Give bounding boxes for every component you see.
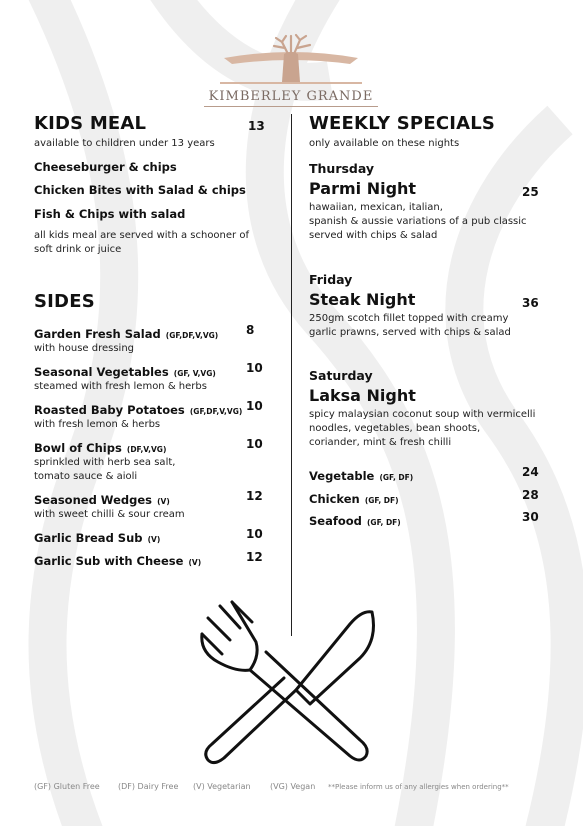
thursday-label: Thursday xyxy=(309,161,375,176)
kids-item: Chicken Bites with Salad & chips xyxy=(34,183,246,197)
footer-vegetarian: (V) Vegetarian xyxy=(193,782,251,791)
side-item-tag: (V) xyxy=(157,497,170,506)
side-item-price: 12 xyxy=(246,550,263,564)
laksa-option-price: 24 xyxy=(522,465,539,479)
side-item-tag: (V) xyxy=(188,558,202,567)
desc-line: spicy malaysian coconut soup with vermicelli xyxy=(309,409,536,420)
laksa-option xyxy=(309,510,539,529)
side-item-name: Bowl of Chips xyxy=(34,441,122,455)
side-item-desc: with fresh lemon & herbs xyxy=(34,419,161,430)
laksa-night-desc xyxy=(309,408,535,450)
laksa-option-name: Vegetable xyxy=(309,469,375,483)
column-divider xyxy=(291,114,292,636)
side-item xyxy=(34,323,262,356)
side-item xyxy=(34,361,262,394)
laksa-option xyxy=(309,488,539,507)
side-item-price: 10 xyxy=(246,399,263,413)
side-item-price: 10 xyxy=(246,437,263,451)
side-item-price: 8 xyxy=(246,323,255,337)
kids-meal-note xyxy=(34,229,249,257)
side-item-price: 10 xyxy=(246,527,263,541)
logo-text: KIMBERLEY GRANDE xyxy=(208,89,374,104)
side-item xyxy=(34,527,262,546)
logo xyxy=(200,32,382,108)
side-item-tag: (DF,V,VG) xyxy=(126,445,167,454)
side-item-name: Garlic Bread Sub xyxy=(34,531,143,545)
kids-note-line: all kids meal are served with a schooner of xyxy=(34,230,249,241)
laksa-option xyxy=(309,465,539,484)
side-item-name: Seasonal Vegetables xyxy=(34,365,169,379)
side-item-price: 10 xyxy=(246,361,263,375)
laksa-option-name: Seafood xyxy=(309,514,362,528)
side-item xyxy=(34,399,262,432)
side-item-desc: with sweet chilli & sour cream xyxy=(34,509,185,520)
desc-line: coriander, mint & fresh chilli xyxy=(309,437,452,448)
footer-dairy-free: (DF) Dairy Free xyxy=(118,782,179,791)
weekly-specials-title: WEEKLY SPECIALS xyxy=(309,113,496,134)
desc-line: served with chips & salad xyxy=(309,230,438,241)
parmi-night-price: 25 xyxy=(522,185,539,199)
side-item xyxy=(34,437,262,484)
friday-label: Friday xyxy=(309,272,353,287)
side-item-desc: with house dressing xyxy=(34,343,135,354)
boab-tree-icon xyxy=(200,32,382,88)
side-item-name: Garlic Sub with Cheese xyxy=(34,554,184,568)
steak-night-title: Steak Night xyxy=(309,290,416,309)
side-item-tag: (GF,DF,V,VG) xyxy=(189,407,243,416)
desc-line: hawaiian, mexican, italian, xyxy=(309,202,443,213)
side-item xyxy=(34,489,262,522)
footer-gluten-free: (GF) Gluten Free xyxy=(34,782,100,791)
side-item-name: Seasoned Wedges xyxy=(34,493,152,507)
side-item-desc: sprinkled with herb sea salt, xyxy=(34,457,176,468)
kids-note-line: soft drink or juice xyxy=(34,244,122,255)
side-item-price: 12 xyxy=(246,489,263,503)
kids-item: Cheeseburger & chips xyxy=(34,160,177,174)
sides-title: SIDES xyxy=(34,291,95,312)
side-item xyxy=(34,550,262,569)
side-item-name: Garden Fresh Salad xyxy=(34,327,161,341)
side-item-tag: (GF, V,VG) xyxy=(173,369,216,378)
kids-item: Fish & Chips with salad xyxy=(34,207,186,221)
side-item-desc: tomato sauce & aioli xyxy=(34,471,138,482)
kids-meal-subtitle: available to children under 13 years xyxy=(34,138,215,149)
parmi-night-title: Parmi Night xyxy=(309,179,417,198)
weekly-specials-subtitle: only available on these nights xyxy=(309,138,460,149)
parmi-night-desc xyxy=(309,201,527,243)
side-item-name: Roasted Baby Potatoes xyxy=(34,403,185,417)
laksa-option-tag: (GF, DF) xyxy=(379,473,414,482)
footer-allergy-note: **Please inform us of any allergies when ordering** xyxy=(328,783,509,791)
desc-line: noodles, vegetables, bean shoots, xyxy=(309,423,481,434)
footer-vegan: (VG) Vegan xyxy=(270,782,316,791)
laksa-option-name: Chicken xyxy=(309,492,360,506)
steak-night-desc xyxy=(309,312,511,340)
laksa-option-tag: (GF, DF) xyxy=(364,496,399,505)
logo-underline xyxy=(204,106,378,107)
steak-night-price: 36 xyxy=(522,296,539,310)
desc-line: 250gm scotch fillet topped with creamy xyxy=(309,313,509,324)
kids-meal-title: KIDS MEAL xyxy=(34,113,147,134)
kids-meal-price: 13 xyxy=(248,119,265,133)
laksa-night-title: Laksa Night xyxy=(309,386,416,405)
desc-line: spanish & aussie variations of a pub classic xyxy=(309,216,527,227)
side-item-tag: (V) xyxy=(147,535,161,544)
desc-line: garlic prawns, served with chips & salad xyxy=(309,327,511,338)
laksa-option-price: 28 xyxy=(522,488,539,502)
side-item-desc: steamed with fresh lemon & herbs xyxy=(34,381,207,392)
side-item-tag: (GF,DF,V,VG) xyxy=(165,331,219,340)
fork-and-knife-icon xyxy=(200,600,380,770)
laksa-option-tag: (GF, DF) xyxy=(366,518,401,527)
saturday-label: Saturday xyxy=(309,368,373,383)
laksa-option-price: 30 xyxy=(522,510,539,524)
